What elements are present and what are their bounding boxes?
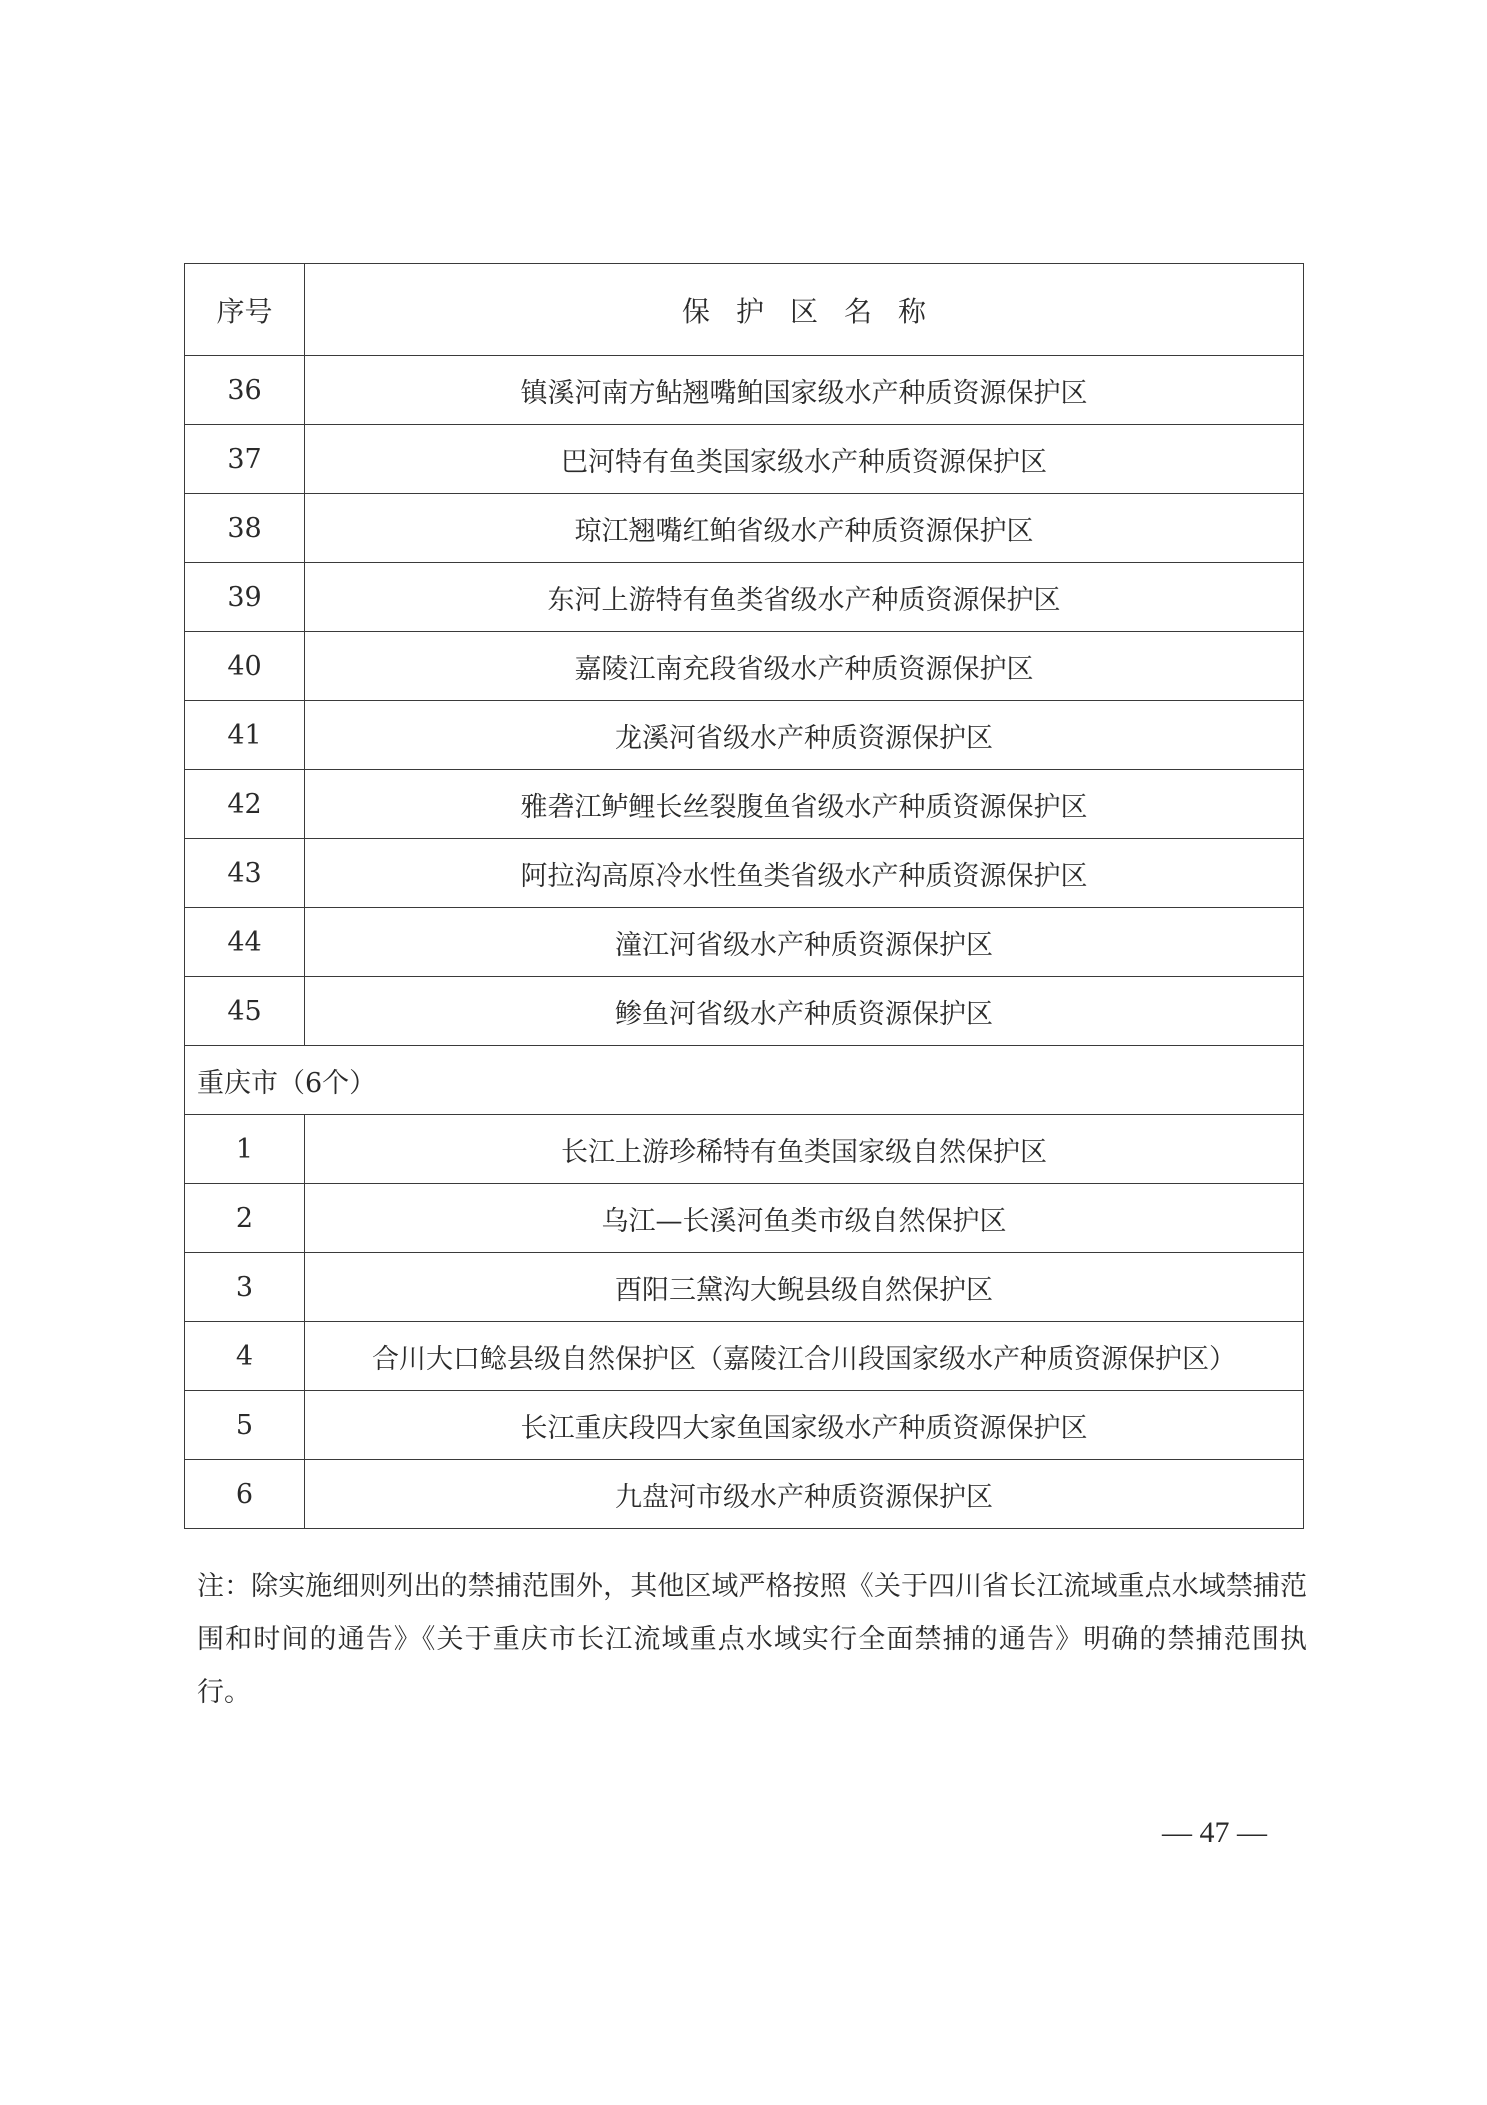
row-no: 45 — [185, 977, 305, 1046]
row-no: 3 — [185, 1253, 305, 1322]
table-row — [185, 1184, 1304, 1253]
row-no: 38 — [185, 494, 305, 563]
row-name: 合川大口鲶县级自然保护区（嘉陵江合川段国家级水产种质资源保护区） — [305, 1322, 1304, 1391]
row-no: 36 — [185, 356, 305, 425]
row-no: 41 — [185, 701, 305, 770]
table-header-row — [185, 264, 1304, 356]
table-row — [185, 839, 1304, 908]
table-body — [185, 356, 1304, 1529]
table-row — [185, 770, 1304, 839]
row-name: 琼江翘嘴红鲌省级水产种质资源保护区 — [305, 494, 1304, 563]
row-no: 2 — [185, 1184, 305, 1253]
row-name: 鲹鱼河省级水产种质资源保护区 — [305, 977, 1304, 1046]
footnote: 注：除实施细则列出的禁捕范围外，其他区域严格按照《关于四川省长江流域重点水域禁捕范围和时间的通告》《关于重庆市长江流域重点水域实行全面禁捕的通告》明确的禁捕范围执行。 — [197, 1571, 1307, 1708]
page-number: — 47 — — [1162, 1816, 1267, 1849]
row-no: 4 — [185, 1322, 305, 1391]
table-row — [185, 632, 1304, 701]
table-row — [185, 1391, 1304, 1460]
row-name: 龙溪河省级水产种质资源保护区 — [305, 701, 1304, 770]
row-name: 巴河特有鱼类国家级水产种质资源保护区 — [305, 425, 1304, 494]
row-name: 酉阳三黛沟大鲵县级自然保护区 — [305, 1253, 1304, 1322]
row-no: 37 — [185, 425, 305, 494]
row-no: 43 — [185, 839, 305, 908]
row-name: 东河上游特有鱼类省级水产种质资源保护区 — [305, 563, 1304, 632]
table-row — [185, 1253, 1304, 1322]
table-row — [185, 701, 1304, 770]
header-name: 保护区名称 — [305, 264, 1304, 356]
row-no: 44 — [185, 908, 305, 977]
row-name: 雅砻江鲈鲤长丝裂腹鱼省级水产种质资源保护区 — [305, 770, 1304, 839]
row-no: 5 — [185, 1391, 305, 1460]
table-row — [185, 1460, 1304, 1529]
table-row — [185, 1115, 1304, 1184]
row-no: 6 — [185, 1460, 305, 1529]
row-name: 嘉陵江南充段省级水产种质资源保护区 — [305, 632, 1304, 701]
row-name: 镇溪河南方鲇翘嘴鲌国家级水产种质资源保护区 — [305, 356, 1304, 425]
table-row — [185, 977, 1304, 1046]
row-no: 42 — [185, 770, 305, 839]
row-name: 乌江—长溪河鱼类市级自然保护区 — [305, 1184, 1304, 1253]
row-no: 40 — [185, 632, 305, 701]
row-no: 1 — [185, 1115, 305, 1184]
row-name: 长江上游珍稀特有鱼类国家级自然保护区 — [305, 1115, 1304, 1184]
row-no: 39 — [185, 563, 305, 632]
reserve-table — [184, 263, 1304, 1529]
table-row — [185, 563, 1304, 632]
section-label: 重庆市（6个） — [185, 1046, 1304, 1115]
section-row — [185, 1046, 1304, 1115]
table-row — [185, 1322, 1304, 1391]
row-name: 九盘河市级水产种质资源保护区 — [305, 1460, 1304, 1529]
table-row — [185, 425, 1304, 494]
row-name: 长江重庆段四大家鱼国家级水产种质资源保护区 — [305, 1391, 1304, 1460]
table-row — [185, 356, 1304, 425]
header-no: 序号 — [185, 264, 305, 356]
row-name: 潼江河省级水产种质资源保护区 — [305, 908, 1304, 977]
row-name: 阿拉沟高原冷水性鱼类省级水产种质资源保护区 — [305, 839, 1304, 908]
table-row — [185, 494, 1304, 563]
table-row — [185, 908, 1304, 977]
